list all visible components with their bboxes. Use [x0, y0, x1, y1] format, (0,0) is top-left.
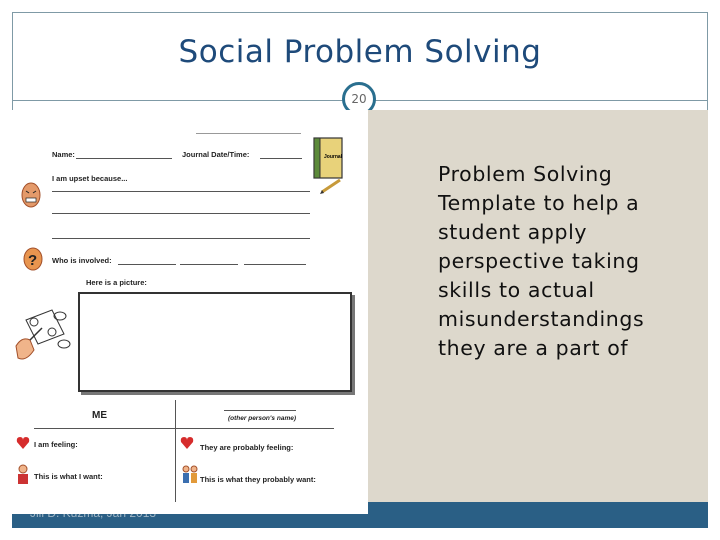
- upset-line-3: [52, 238, 310, 239]
- table-center-line: [175, 400, 176, 502]
- upset-line-2: [52, 213, 310, 214]
- involved-line-1: [118, 264, 176, 265]
- drawing-hand-icon: [12, 306, 72, 364]
- me-label: ME: [92, 410, 107, 421]
- header-line: [196, 133, 301, 134]
- name-label: Name:: [52, 150, 75, 159]
- picture-label: Here is a picture:: [86, 278, 147, 287]
- heart-icon: [16, 436, 30, 450]
- other-feeling-label: They are probably feeling:: [200, 443, 294, 452]
- journal-icon-label: Journal: [324, 154, 343, 160]
- heart-icon: [180, 436, 194, 450]
- pencil-icon: [322, 180, 340, 192]
- involved-line-2: [180, 264, 238, 265]
- other-name-label: (other person's name): [228, 415, 297, 422]
- involved-label: Who is involved:: [52, 256, 112, 265]
- svg-text:?: ?: [28, 252, 38, 269]
- two-people-icon: [180, 464, 200, 486]
- other-want-label: This is what they probably want:: [200, 475, 316, 484]
- worksheet-image: [10, 110, 368, 514]
- other-name-line: [224, 410, 296, 411]
- upset-line-1: [52, 191, 310, 192]
- slide-title: Social Problem Solving: [178, 34, 542, 70]
- journal-date-label: Journal Date/Time:: [182, 150, 250, 159]
- person-icon: [14, 464, 32, 486]
- picture-box: [78, 292, 352, 392]
- name-line: [76, 158, 172, 159]
- body-text: Problem Solving Template to help a student apply perspective taking skills to actual misunderstandings they are a part of: [438, 162, 645, 360]
- table-divider: [34, 428, 334, 429]
- journal-icon: [312, 136, 346, 196]
- question-mark-icon: [22, 246, 44, 272]
- want-label: This is what I want:: [34, 472, 103, 481]
- involved-line-3: [244, 264, 306, 265]
- slide-number: 20: [342, 82, 376, 116]
- angry-face-icon: [20, 180, 42, 210]
- journal-date-line: [260, 158, 302, 159]
- feeling-label: I am feeling:: [34, 440, 78, 449]
- upset-label: I am upset because...: [52, 174, 128, 183]
